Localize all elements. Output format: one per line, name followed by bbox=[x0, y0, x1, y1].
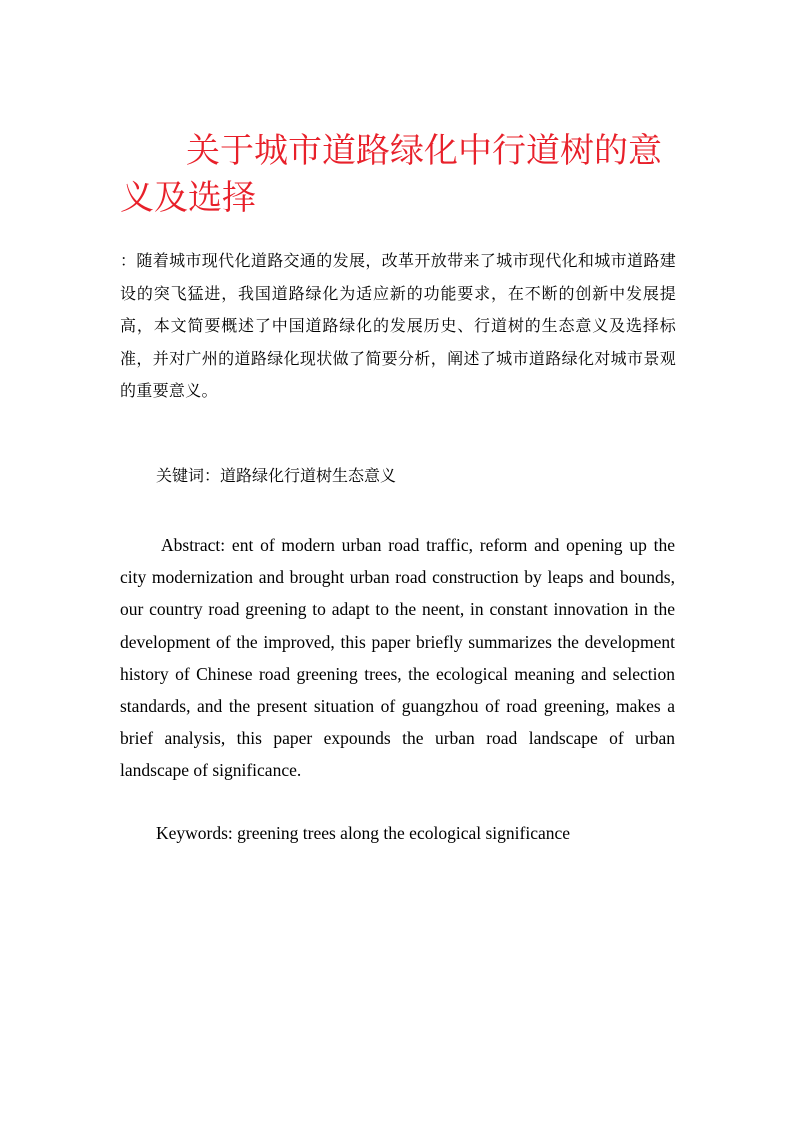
english-keywords: Keywords: greening trees along the ecological significance bbox=[156, 823, 571, 843]
english-abstract: Abstract: ent of modern urban road traffic, reform and opening up the city modernization and brought urban road construction by leaps and bounds, our country road greening to adapt to the neent, in constant innovation in the development of the improved, this paper briefly summarizes the development history of Chinese road greening trees, the ecological meaning and selection standards, and the present situation of guangzhou of road greening, makes a brief analysis, this paper expounds the urban road landscape of urban landscape of significance. bbox=[120, 535, 675, 781]
chinese-abstract: ：随着城市现代化道路交通的发展，改革开放带来了城市现代化和城市道路建设的突飞猛进，我国道路绿化为适应新的功能要求，在不断的创新中发展提高，本文简要概述了中国道路绿化的发展历史、行道树的生态意义及选择标准，并对广州的道路绿化现状做了简要分析，阐述了城市道路绿化对城市景观的重要意义。 bbox=[120, 251, 676, 400]
document-title: 关于城市道路绿化中行道树的意义及选择 bbox=[120, 131, 662, 218]
chinese-keywords: 关键词：道路绿化行道树生态意义 bbox=[156, 466, 397, 485]
